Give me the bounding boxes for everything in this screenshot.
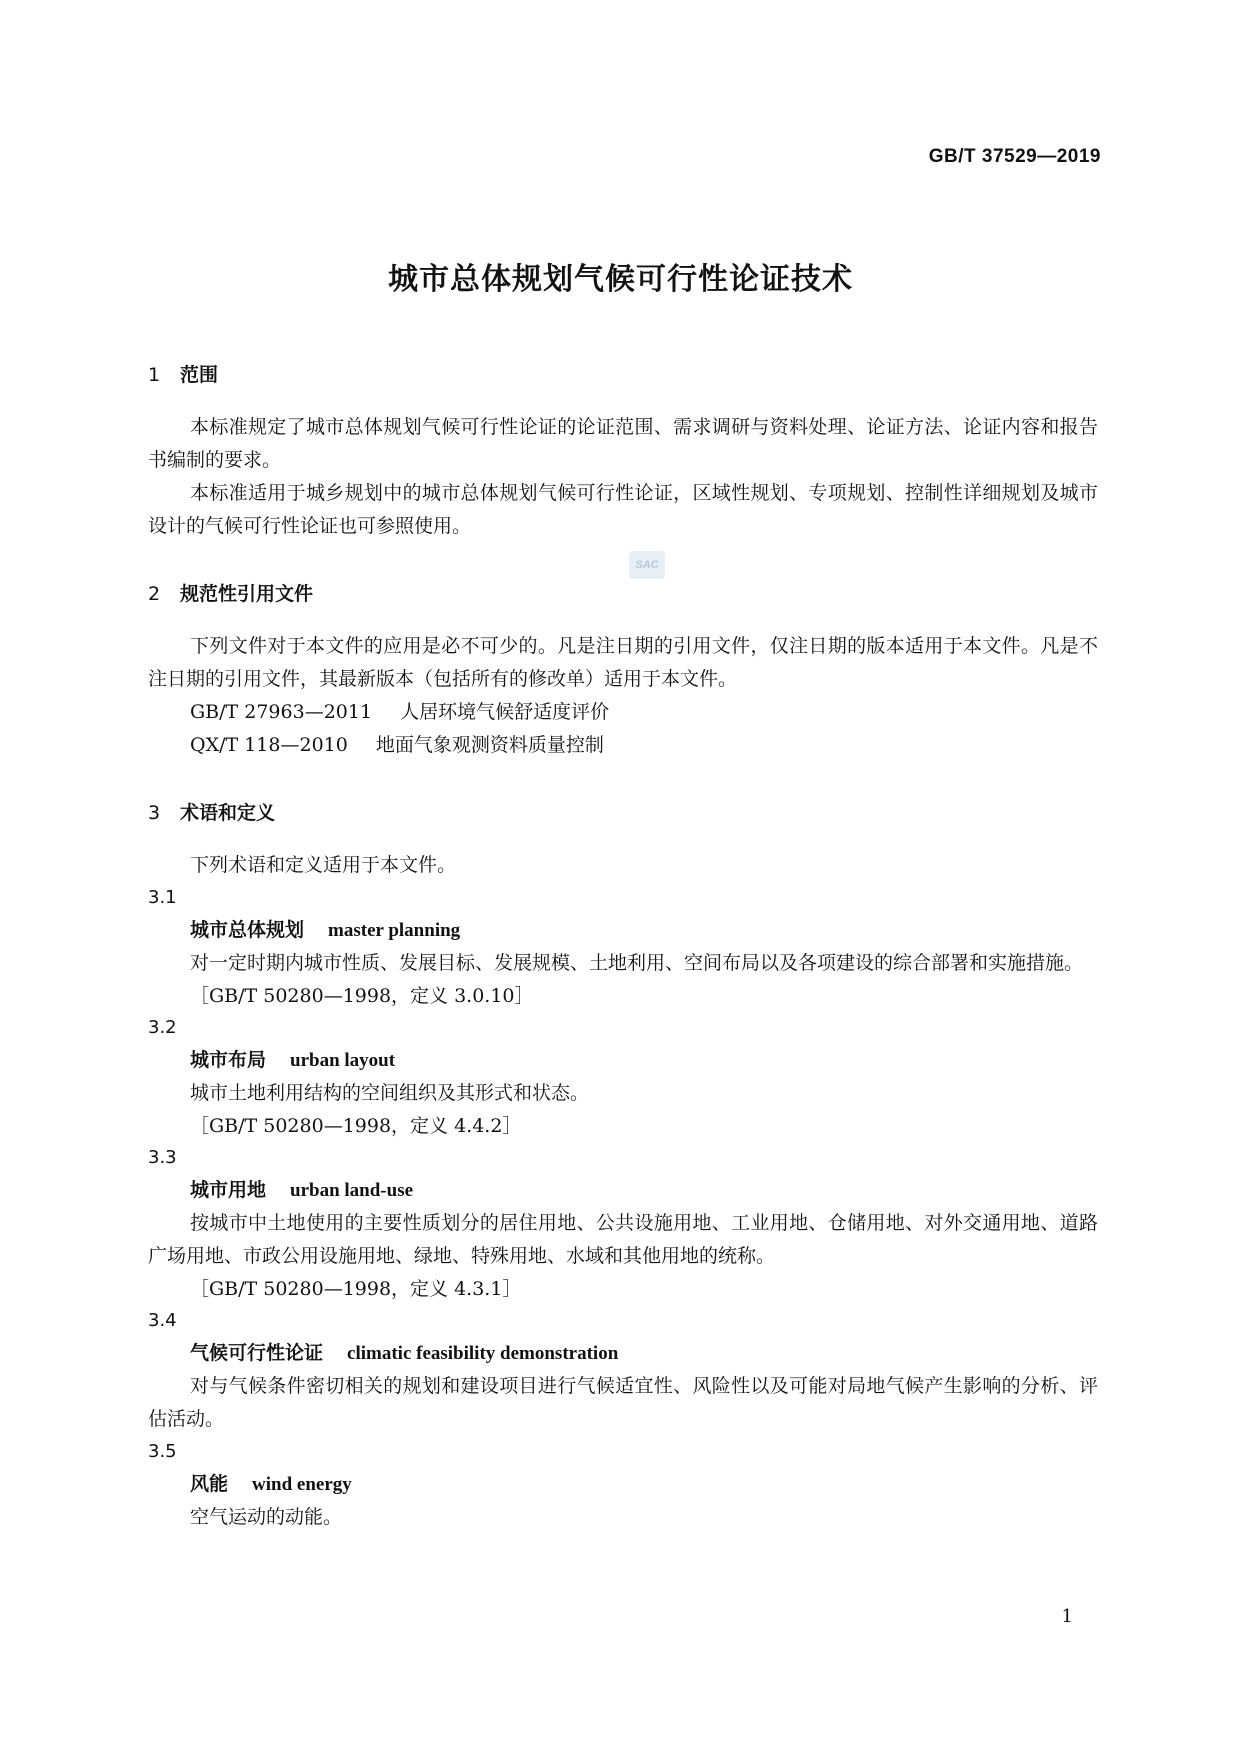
reference-code: QX/T 118—2010 (190, 734, 348, 756)
section-title: 术语和定义 (180, 802, 276, 824)
section-heading-scope (148, 360, 1098, 387)
term-zh: 城市布局 (190, 1049, 267, 1071)
term-en: urban land-use (290, 1180, 414, 1201)
term-zh: 气候可行性论证 (190, 1342, 324, 1364)
term-definition: 空气运动的动能。 (190, 1506, 343, 1528)
term-number: 3.2 (148, 1017, 177, 1038)
term-definition: 按城市中土地使用的主要性质划分的居住用地、公共设施用地、工业用地、仓储用地、对外交通用地、道路广场用地、市政公用设施用地、绿地、特殊用地、水域和其他用地的统称。 (148, 1212, 1098, 1267)
section-number: 1 (148, 364, 161, 386)
term-en: urban layout (290, 1050, 396, 1071)
section-title: 范围 (180, 364, 219, 386)
paragraph: 本标准适用于城乡规划中的城市总体规划气候可行性论证，区域性规划、专项规划、控制性详细规划及城市设计的气候可行性论证也可参照使用。 (148, 482, 1098, 537)
section-number: 2 (148, 583, 161, 605)
term-source: ［GB/T 50280—1998，定义 3.0.10］ (190, 985, 534, 1007)
term-number: 3.1 (148, 887, 177, 908)
document-body (148, 360, 1098, 1534)
section-heading-normative-references (148, 579, 1098, 606)
term-definition: 城市土地利用结构的空间组织及其形式和状态。 (190, 1082, 590, 1104)
term-zh: 城市总体规划 (190, 919, 305, 941)
term-number: 3.3 (148, 1147, 177, 1168)
term-en: wind energy (252, 1474, 352, 1495)
term-source: ［GB/T 50280—1998，定义 4.3.1］ (190, 1278, 522, 1300)
reference-title: 地面气象观测资料质量控制 (375, 734, 604, 756)
paragraph: 下列文件对于本文件的应用是必不可少的。凡是注日期的引用文件，仅注日期的版本适用于本文件。凡是不注日期的引用文件，其最新版本（包括所有的修改单）适用于本文件。 (148, 635, 1098, 690)
term-name (148, 1468, 1098, 1501)
term-name (148, 1174, 1098, 1207)
paragraph: 下列术语和定义适用于本文件。 (190, 854, 457, 876)
term-source: ［GB/T 50280—1998，定义 4.4.2］ (190, 1115, 522, 1137)
reference-item (148, 696, 1098, 729)
term-name (148, 1337, 1098, 1370)
term-name (148, 914, 1098, 947)
section-title: 规范性引用文件 (180, 583, 314, 605)
section-heading-terms-and-definitions (148, 798, 1098, 825)
term-zh: 风能 (190, 1473, 229, 1495)
sac-watermark-logo: SAC (629, 551, 665, 579)
standard-code: GB/T 37529—2019 (928, 146, 1101, 167)
section-number: 3 (148, 802, 161, 824)
document-title: 城市总体规划气候可行性论证技术 (388, 262, 853, 297)
term-number: 3.4 (148, 1310, 177, 1331)
term-number: 3.5 (148, 1441, 177, 1462)
term-definition: 对一定时期内城市性质、发展目标、发展规模、土地利用、空间布局以及各项建设的综合部署和实施措施。 (190, 952, 1084, 974)
term-en: climatic feasibility demonstration (347, 1343, 619, 1364)
term-definition: 对与气候条件密切相关的规划和建设项目进行气候适宜性、风险性以及可能对局地气候产生影响的分析、评估活动。 (148, 1375, 1098, 1430)
term-name (148, 1044, 1098, 1077)
term-zh: 城市用地 (190, 1179, 267, 1201)
page-number: 1 (1061, 1606, 1073, 1627)
reference-item (148, 729, 1098, 762)
term-en: master planning (328, 920, 461, 941)
reference-title: 人居环境气候舒适度评价 (400, 701, 610, 723)
paragraph: 本标准规定了城市总体规划气候可行性论证的论证范围、需求调研与资料处理、论证方法、论证内容和报告书编制的要求。 (148, 416, 1098, 471)
reference-code: GB/T 27963—2011 (190, 701, 373, 723)
